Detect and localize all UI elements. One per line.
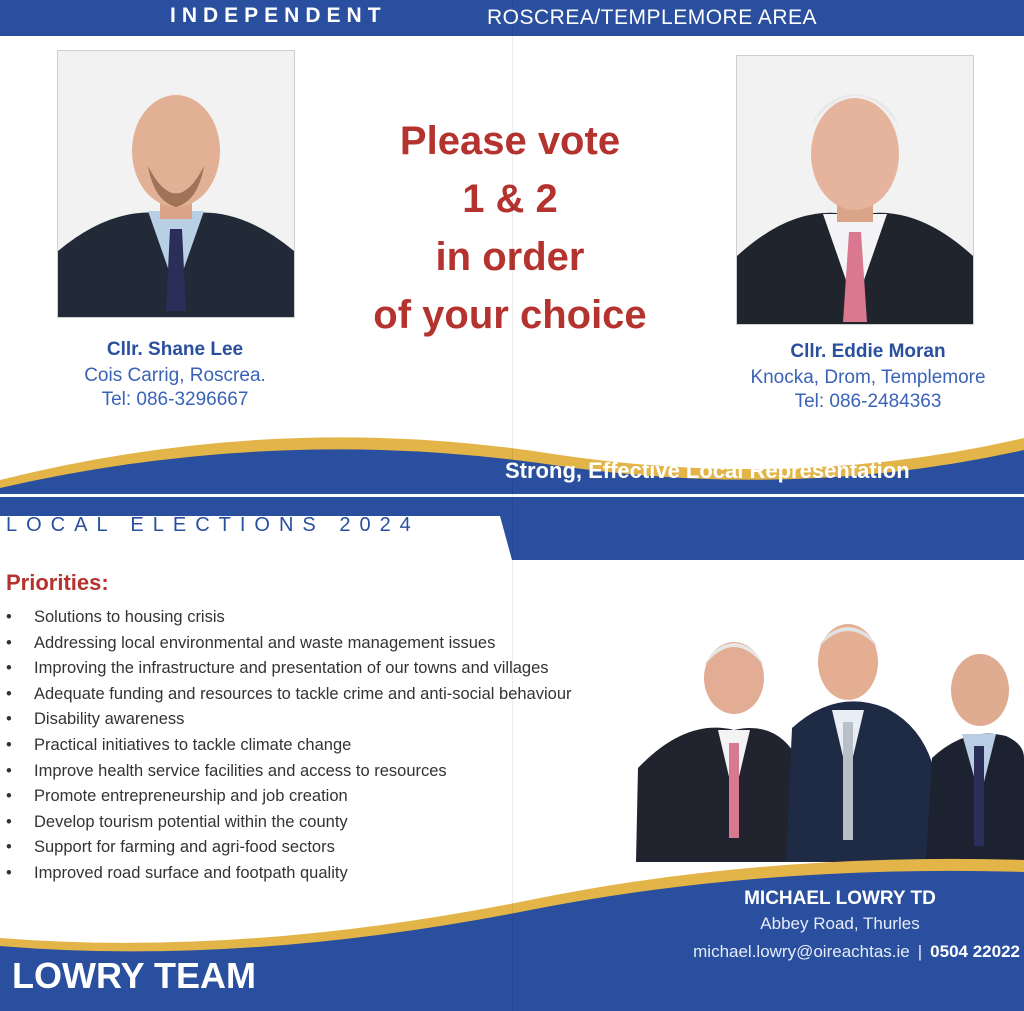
bullet: • — [6, 863, 12, 882]
priority-text: Improve health service facilities and access to resources — [34, 761, 447, 780]
bullet: • — [6, 838, 12, 857]
vote-message — [340, 112, 680, 344]
candidate-photo-shane-lee — [57, 50, 295, 318]
team-photo — [636, 618, 1024, 862]
bullet: • — [6, 710, 12, 729]
priority-item — [6, 608, 572, 634]
elections-label: LOCAL ELECTIONS 2024 — [6, 514, 420, 536]
priority-item — [6, 762, 572, 788]
candidate-name: Cllr. Shane Lee — [106, 339, 244, 360]
priority-item — [6, 736, 572, 762]
priority-text: Solutions to housing crisis — [34, 608, 225, 626]
candidate-card-shane-lee — [30, 339, 320, 411]
vote-line: of your choice — [373, 293, 647, 337]
priorities-title: Priorities: — [6, 570, 109, 595]
priority-text: Support for farming and agri-food sectors — [34, 838, 335, 857]
priority-item — [6, 659, 572, 685]
priority-text: Adequate funding and resources to tackle crime and anti-social behaviour — [34, 684, 572, 703]
bullet: • — [6, 684, 12, 703]
candidate-photo-eddie-moran — [736, 55, 974, 325]
candidate-tel: Tel: 086-3296667 — [101, 389, 249, 410]
priority-item — [6, 710, 572, 736]
priority-text: Practical initiatives to tackle climate change — [34, 735, 352, 754]
bullet: • — [6, 812, 12, 831]
area-label: ROSCREA/TEMPLEMORE AREA — [487, 6, 818, 29]
bullet: • — [6, 608, 12, 626]
bullet: • — [6, 735, 12, 754]
td-address: Abbey Road, Thurles — [760, 914, 920, 933]
team-name: LOWRY TEAM — [12, 955, 256, 996]
candidate-address: Knocka, Drom, Templemore — [750, 367, 986, 388]
candidate-address: Cois Carrig, Roscrea. — [84, 365, 266, 386]
vote-line: in order — [435, 235, 585, 279]
vote-line: Please vote — [399, 119, 621, 163]
priority-text: Develop tourism potential within the county — [34, 812, 348, 831]
party-label: INDEPENDENT — [170, 4, 387, 27]
td-name: MICHAEL LOWRY TD — [744, 888, 936, 909]
priority-text: Addressing local environmental and waste management issues — [34, 633, 496, 652]
priority-text: Disability awareness — [34, 710, 185, 729]
priority-item — [6, 813, 572, 839]
contact-separator: | — [917, 942, 923, 961]
td-email[interactable]: michael.lowry@oireachtas.ie — [693, 942, 910, 961]
bullet: • — [6, 761, 12, 780]
candidate-card-eddie-moran — [710, 341, 1024, 413]
candidate-tel: Tel: 086-2484363 — [794, 391, 942, 412]
priority-item — [6, 685, 572, 711]
priority-item — [6, 634, 572, 660]
priority-text: Improved road surface and footpath quality — [34, 863, 348, 882]
priority-item — [6, 787, 572, 813]
candidate-name: Cllr. Eddie Moran — [790, 341, 946, 362]
priority-text: Improving the infrastructure and presentation of our towns and villages — [34, 659, 549, 678]
td-contact — [620, 942, 1020, 962]
vote-line: 1 & 2 — [462, 177, 558, 221]
priority-text: Promote entrepreneurship and job creation — [34, 787, 348, 806]
fold-crease — [512, 0, 513, 1011]
slogan: Strong, Effective Local Representation — [505, 458, 910, 483]
bullet: • — [6, 633, 12, 652]
td-phone[interactable]: 0504 22022 — [930, 942, 1020, 961]
bullet: • — [6, 787, 12, 806]
bullet: • — [6, 659, 12, 678]
